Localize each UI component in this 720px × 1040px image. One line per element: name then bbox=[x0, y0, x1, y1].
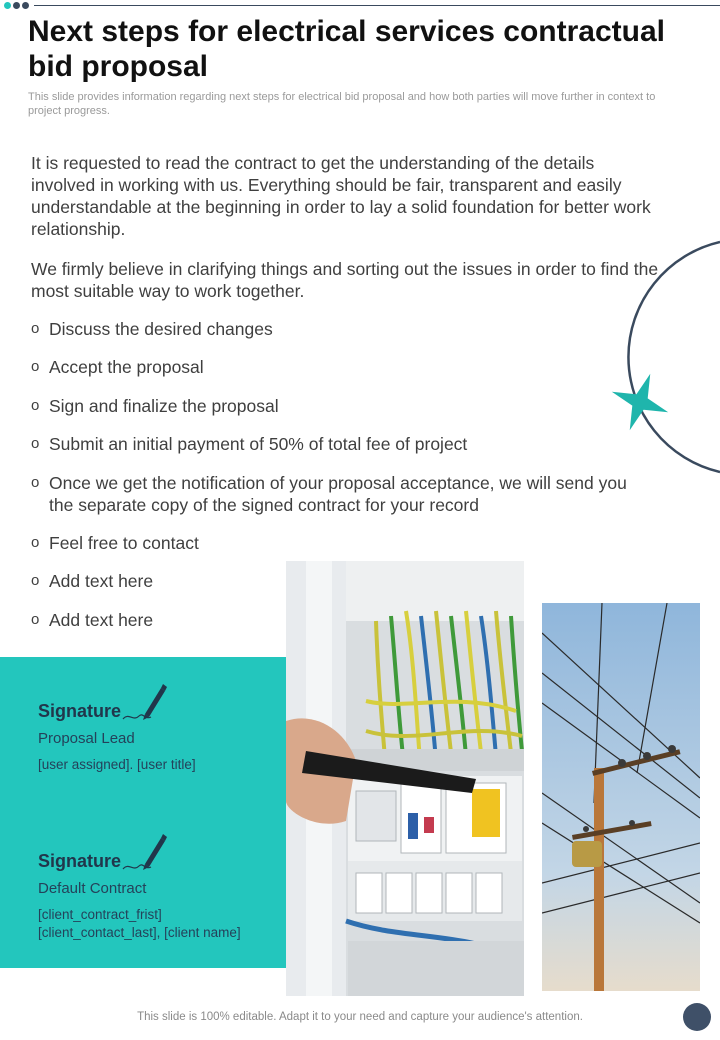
page-indicator bbox=[683, 1003, 711, 1031]
top-divider bbox=[34, 5, 720, 6]
signature-block-proposal-lead bbox=[38, 680, 196, 774]
four-point-star-icon bbox=[602, 364, 679, 441]
pen-signature-icon bbox=[121, 832, 169, 876]
signature-label: Signature bbox=[38, 851, 122, 871]
signature-label: Signature bbox=[38, 701, 122, 721]
dot-navy-icon bbox=[13, 2, 20, 9]
list-item-text: Discuss the desired changes bbox=[49, 319, 273, 339]
dot-teal-icon bbox=[4, 2, 11, 9]
list-item-text: Accept the proposal bbox=[49, 357, 204, 378]
signature-heading bbox=[38, 830, 241, 876]
list-item bbox=[31, 433, 651, 455]
dot-navy-icon bbox=[22, 2, 29, 9]
page-subtitle: This slide provides information regarding next steps for electrical bid proposal and how both parties will move further in context to project progress. bbox=[28, 91, 656, 117]
footer-note: This slide is 100% editable. Adapt it to your need and capture your audience's attention. bbox=[137, 1011, 583, 1023]
bullet-marker: o bbox=[31, 320, 40, 337]
signature-heading bbox=[38, 680, 196, 726]
electrical-panel-photo bbox=[286, 561, 524, 996]
bullet-marker: o bbox=[31, 533, 40, 551]
list-item bbox=[31, 472, 651, 516]
signature-details bbox=[38, 906, 241, 942]
signature-role: Default Contract bbox=[38, 880, 147, 897]
decorative-arc bbox=[600, 230, 720, 480]
list-item bbox=[31, 356, 651, 378]
pen-signature-icon bbox=[121, 682, 169, 726]
bullet-marker: o bbox=[31, 435, 40, 453]
signature-role: Proposal Lead bbox=[38, 730, 135, 747]
list-item bbox=[31, 395, 651, 417]
power-pole-photo bbox=[542, 603, 700, 991]
list-item bbox=[31, 318, 651, 340]
bullet-marker: o bbox=[31, 473, 40, 491]
intro-paragraph: It is requested to read the contract to get the understanding of the details involved in working with us. Everything should be fair, transparent and easily understandable at the beginning in order to lay a solid foundation for better work relationship. bbox=[31, 153, 651, 239]
list-item-text: Add text here bbox=[49, 571, 154, 592]
bullet-marker: o bbox=[31, 358, 40, 376]
signature-block-default-contract bbox=[38, 830, 241, 942]
list-item-text: Feel free to contact bbox=[49, 532, 199, 553]
signature-details: [user assigned]. [user title] bbox=[38, 757, 196, 772]
list-item-text: Once we get the notification of your proposal acceptance, we will send you the separate copy of the signed contract for your record bbox=[49, 472, 627, 515]
top-dots bbox=[4, 2, 29, 9]
list-item-text: Submit an initial payment of 50% of total fee of project bbox=[49, 434, 468, 455]
list-item bbox=[31, 532, 651, 554]
page-title: Next steps for electrical services contractual bid proposal bbox=[28, 15, 665, 83]
bullet-marker: o bbox=[31, 396, 40, 414]
bullet-marker: o bbox=[31, 610, 40, 628]
signature-details-line: [client_contract_frist] bbox=[38, 907, 162, 922]
list-item-text: Sign and finalize the proposal bbox=[49, 395, 279, 416]
bullet-marker: o bbox=[31, 572, 40, 590]
belief-paragraph: We firmly believe in clarifying things and sorting out the issues in order to find the most suitable way to work together. bbox=[31, 259, 659, 301]
signature-details-line: [client_contact_last], [client name] bbox=[38, 925, 241, 940]
list-item-text: Add text here bbox=[49, 609, 154, 630]
